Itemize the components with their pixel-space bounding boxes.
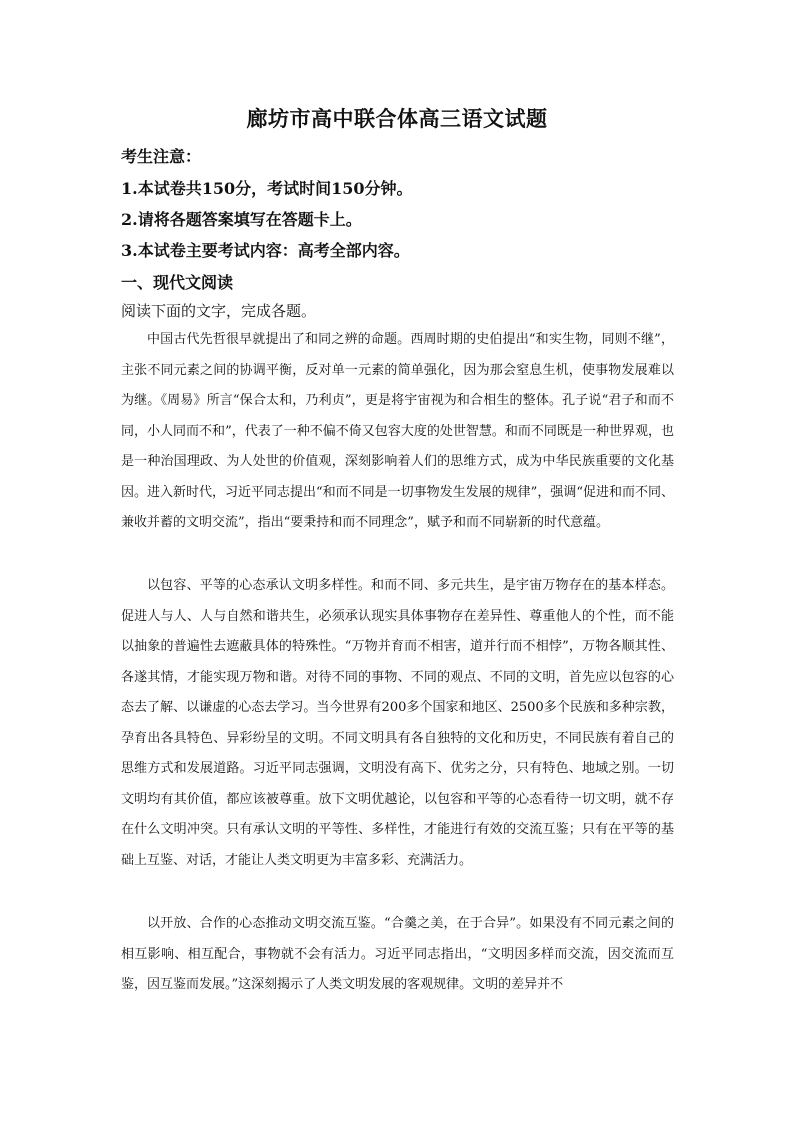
passage-paragraph: 以开放、合作的心态推动文明交流互鉴。“合羹之美，在于合异”。如果没有不同元素之间的相互影响、相互配合，事物就不会有活力。习近平同志指出，“文明因多样而交流，因交流而互鉴，因互鉴而发展。”这深刻揭示了人类文明发展的客观规律。文明的差异并不 bbox=[121, 916, 674, 992]
notice-item: 2.请将各题答案填写在答题卡上。 bbox=[121, 210, 362, 229]
notice-item: 1.本试卷共150分，考试时间150分钟。 bbox=[121, 179, 413, 198]
passage-paragraph: 中国古代先哲很早就提出了和同之辨的命题。西周时期的史伯提出“和实生物，同则不继”，主张不同元素之间的协调平衡，反对单一元素的简单强化，因为那会窒息生机，使事物发展难以为继。《周易》所言“保合太和，乃利贞”，更是将宇宙视为和合相生的整体。孔子说“君子和而不同，小人同而不和”，代表了一种不偏不倚又包容大度的处世智慧。和而不同既是一种世界观，也是一种治国理政、为人处世的价值观，深刻影响着人们的思维方式，成为中华民族重要的文化基因。进入新时代，习近平同志提出“和而不同是一切事物发生发展的规律”，强调“促进和而不同、兼收并蓄的文明交流”，指出“要秉持和而不同理念”，赋予和而不同崭新的时代意蕴。 bbox=[121, 332, 674, 530]
notice-item: 3.本试卷主要考试内容：高考全部内容。 bbox=[121, 241, 410, 260]
page-title: 廊坊市高中联合体高三语文试题 bbox=[246, 106, 548, 131]
passage-paragraph: 以包容、平等的心态承认文明多样性。和而不同、多元共生，是宇宙万物存在的基本样态。促进人与人、人与自然和谐共生，必须承认现实具体事物存在差异性、尊重他人的个性，而不能以抽象的普遍性去遮蔽具体的特殊性。“万物并育而不相害，道并行而不相悖”，万物各顺其性、各遂其情，才能实现万物和谐。对待不同的事物、不同的观点、不同的文明，首先应以包容的心态去了解、以谦虚的心态去学习。当今世界有200多个国家和地区、2500多个民族和多种宗教，孕育出各具特色、异彩纷呈的文明。不同文明具有各自独特的文化和历史，不同民族有着自己的思维方式和发展道路。习近平同志强调，文明没有高下、优劣之分，只有特色、地域之别。一切文明均有其价值，都应该被尊重。放下文明优越论，以包容和平等的心态看待一切文明，就不存在什么文明冲突。只有承认文明的平等性、多样性，才能进行有效的交流互鉴；只有在平等的基础上互鉴、对话，才能让人类文明更为丰富多彩、充满活力。 bbox=[121, 578, 674, 868]
notice-heading: 考生注意： bbox=[121, 147, 202, 166]
instruction-text: 阅读下面的文字，完成各题。 bbox=[121, 302, 317, 320]
section-heading: 一、现代文阅读 bbox=[121, 273, 234, 292]
